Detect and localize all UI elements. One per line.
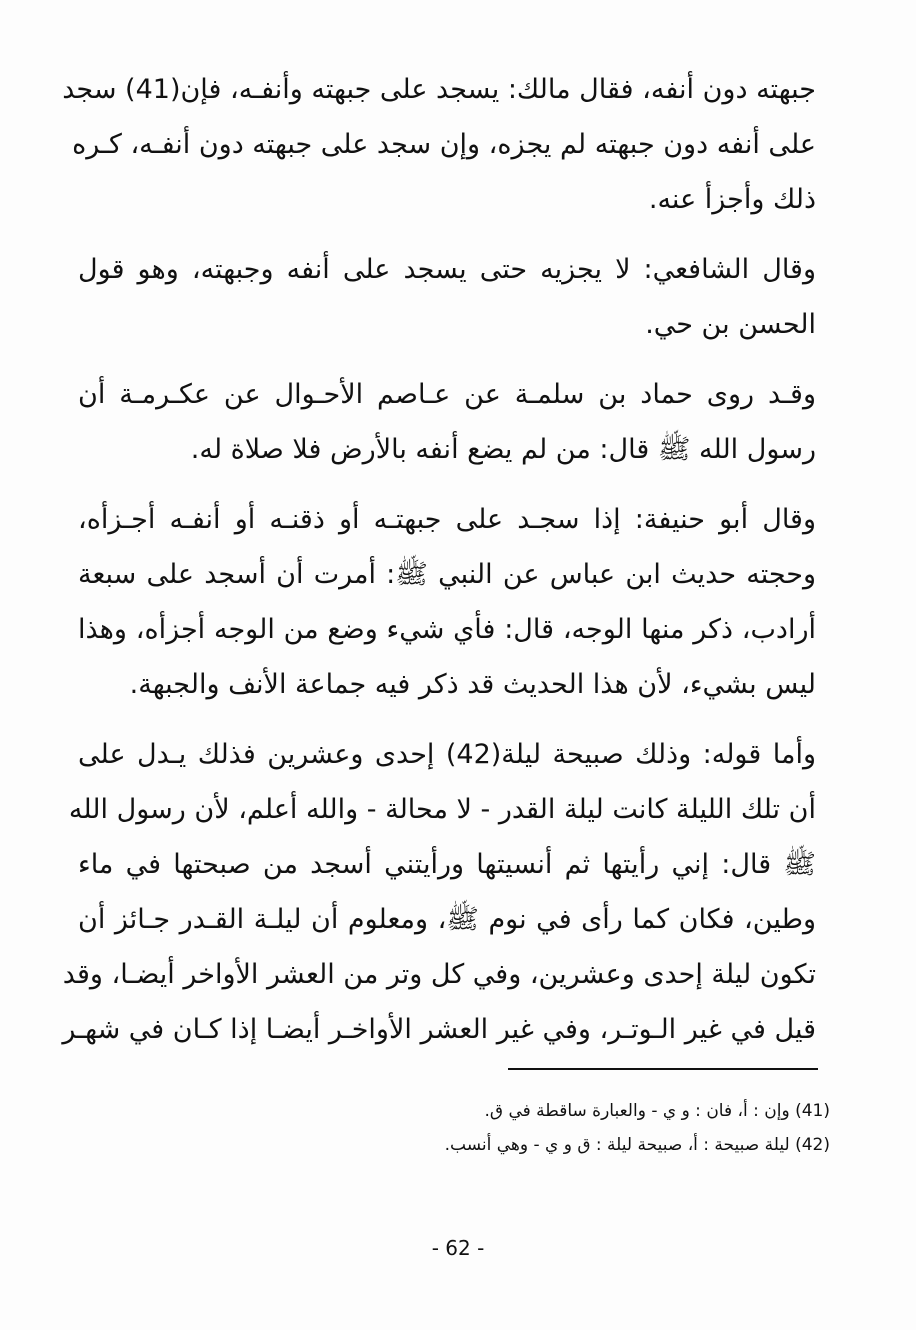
text-line: أرادب، ذكر منها الوجه، قال: فأي شيء وضع من الوجه أجزأه، وهذا: [78, 614, 816, 645]
footnote-divider: [508, 1068, 818, 1070]
text-line: تكون ليلة إحدى وعشرين، وفي كل وتر من العشر الأواخر أيضـا، وقد: [62, 959, 816, 990]
paragraph-3: [78, 367, 816, 477]
text-line: رسول الله ﷺ قال: من لم يضع أنفه بالأرض فلا صلاة له.: [190, 434, 816, 465]
page-number: - 62 -: [431, 1236, 485, 1260]
text-line: قيل في غير الـوتـر، وفي غير العشر الأواخـر أيضـا إذا كـان في شهـر: [62, 1014, 816, 1045]
text-line: وأما قوله: وذلك صبيحة ليلة(42) إحدى وعشرين فذلك يـدل على: [78, 739, 816, 770]
text-line: وطين، فكان كما رأى في نوم ﷺ، ومعلوم أن ليلـة القـدر جـائز أن: [78, 904, 816, 935]
paragraph-2: [78, 242, 816, 352]
text-line: وقـد روى حماد بن سلمـة عن عـاصم الأحـوال عن عكـرمـة أن: [78, 379, 816, 410]
text-line: وقال أبو حنيفة: إذا سجـد على جبهتـه أو ذقنـه أو أنفـه أجـزأه،: [78, 504, 816, 535]
text-line: أن تلك الليلة كانت ليلة القدر - لا محالة - والله أعلم، لأن رسول الله: [68, 794, 816, 825]
text-line: وقال الشافعي: لا يجزيه حتى يسجد على أنفه وجبهته، وهو قول: [78, 254, 816, 285]
paragraph-1: [62, 62, 816, 227]
text-line: جبهته دون أنفه، فقال مالك: يسجد على جبهته وأنفـه، فإن(41) سجد: [62, 74, 816, 105]
text-line: وحجته حديث ابن عباس عن النبي ﷺ: أمرت أن أسجد على سبعة: [78, 559, 816, 590]
text-line: على أنفه دون جبهته لم يجزه، وإن سجد على جبهته دون أنفـه، كـره: [72, 129, 816, 160]
footnote-41: (41) وإن : أ، فان : و ي - والعبارة ساقطة في ق.: [484, 1101, 830, 1121]
footnotes: [300, 1094, 830, 1162]
paragraph-5: [62, 727, 816, 1057]
text-line: الحسن بن حي.: [645, 309, 816, 340]
main-text: [62, 62, 816, 1072]
text-line: ﷺ قال: إني رأيتها ثم أنسيتها ورأيتني أسجد من صبحتها في ماء: [78, 849, 816, 880]
text-line: ذلك وأجزأ عنه.: [648, 184, 816, 215]
footnote-42: (42) ليلة صبيحة : أ، صبيحة ليلة : ق و ي - وهي أنسب.: [444, 1135, 830, 1155]
paragraph-4: [78, 492, 816, 712]
text-line: ليس بشيء، لأن هذا الحديث قد ذكر فيه جماعة الأنف والجبهة.: [129, 669, 816, 700]
